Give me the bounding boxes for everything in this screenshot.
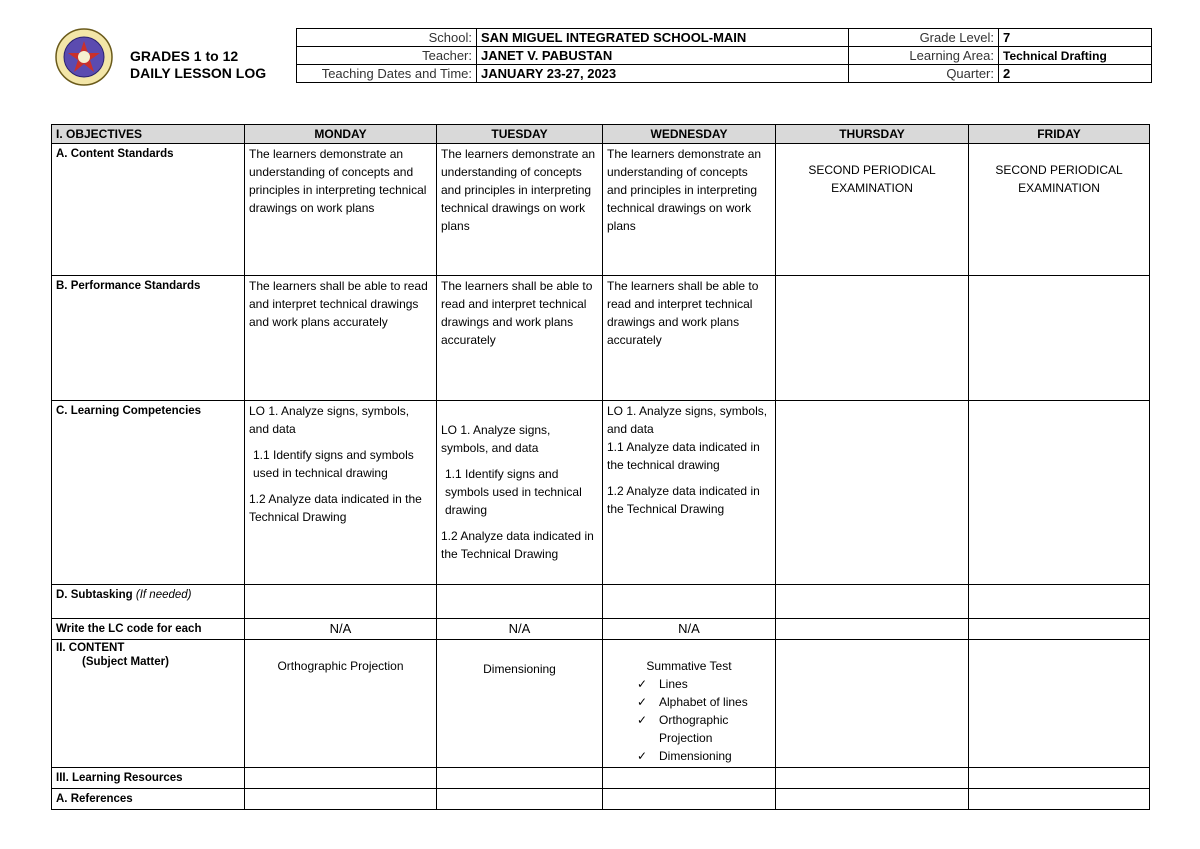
row-label-content-standards: A. Content Standards: [52, 144, 245, 276]
cell-fri-content: [969, 640, 1150, 768]
table-row: [52, 276, 1150, 401]
cell-tue-resources: [437, 768, 603, 789]
cell-mon-references: [245, 789, 437, 810]
tuesday-header: TUESDAY: [437, 125, 603, 144]
cell-wed-performance-standards: The learners shall be able to read and interpret technical drawings and work plans accurately: [603, 276, 776, 401]
table-row: [52, 768, 1150, 789]
lesson-log-table: [51, 124, 1150, 810]
dates-value: JANUARY 23-27, 2023: [477, 65, 849, 83]
list-item: ✓ Alphabet of lines: [637, 693, 771, 711]
row-label-lc-code: Write the LC code for each: [52, 619, 245, 640]
cell-mon-subtasking: [245, 585, 437, 619]
cell-thu-content: [776, 640, 969, 768]
teacher-label: Teacher:: [297, 47, 477, 65]
grade-level-value: 7: [999, 29, 1152, 47]
cell-wed-content: [603, 640, 776, 768]
form-title-line2: DAILY LESSON LOG: [130, 65, 267, 81]
row-label-subtasking: [52, 585, 245, 619]
cell-wed-resources: [603, 768, 776, 789]
table-row: [52, 789, 1150, 810]
monday-header: MONDAY: [245, 125, 437, 144]
table-row: [52, 144, 1150, 276]
cell-thu-exam: SECOND PERIODICAL EXAMINATION: [776, 144, 969, 276]
cell-fri-exam: SECOND PERIODICAL EXAMINATION: [969, 144, 1150, 276]
teacher-value: JANET V. PABUSTAN: [477, 47, 849, 65]
content-label: II. CONTENT: [56, 642, 125, 654]
table-row: [52, 401, 1150, 585]
row-label-references: A. References: [52, 789, 245, 810]
cell-mon-resources: [245, 768, 437, 789]
quarter-value: 2: [999, 65, 1152, 83]
dates-label: Teaching Dates and Time:: [297, 65, 477, 83]
cell-tue-content-standards: The learners demonstrate an understanding of concepts and principles in interpreting technical drawings on work plans: [437, 144, 603, 276]
row-label-content: [52, 640, 245, 768]
header-info-table: [296, 28, 1152, 83]
thursday-header: THURSDAY: [776, 125, 969, 144]
cell-thu-subtasking: [776, 585, 969, 619]
table-header-row: [52, 125, 1150, 144]
cell-thu-lc-code: [776, 619, 969, 640]
table-row: [52, 585, 1150, 619]
cell-thu-resources: [776, 768, 969, 789]
wednesday-header: WEDNESDAY: [603, 125, 776, 144]
cell-fri-competencies: [969, 401, 1150, 585]
wed-competency-2: 1.2 Analyze data indicated in the Technical Drawing: [607, 484, 760, 516]
list-item: ✓ Orthographic Projection: [637, 711, 771, 747]
tue-competency-2: 1.2 Analyze data indicated in the Technical Drawing: [441, 529, 594, 561]
friday-header: FRIDAY: [969, 125, 1150, 144]
row-label-performance-standards: B. Performance Standards: [52, 276, 245, 401]
cell-mon-competencies: [245, 401, 437, 585]
cell-wed-subtasking: [603, 585, 776, 619]
list-item: ✓ Lines: [637, 675, 771, 693]
cell-mon-content-standards: The learners demonstrate an understanding of concepts and principles in interpreting technical drawings on work plans: [245, 144, 437, 276]
cell-thu-performance-standards: [776, 276, 969, 401]
cell-tue-subtasking: [437, 585, 603, 619]
cell-mon-lc-code: N/A: [245, 619, 437, 640]
cell-fri-subtasking: [969, 585, 1150, 619]
objectives-header: I. OBJECTIVES: [52, 125, 245, 144]
row-label-learning-competencies: C. Learning Competencies: [52, 401, 245, 585]
mon-competency-2: 1.2 Analyze data indicated in the Technical Drawing: [249, 492, 422, 524]
tue-competency-1: 1.1 Identify signs and symbols used in technical drawing: [445, 467, 582, 517]
list-item: ✓ Dimensioning: [637, 747, 771, 765]
summative-topic-list: [607, 675, 771, 765]
table-row: [52, 619, 1150, 640]
wed-competency-1: 1.1 Analyze data indicated in the technical drawing: [607, 440, 760, 472]
cell-thu-references: [776, 789, 969, 810]
cell-wed-competencies: [603, 401, 776, 585]
form-title-line1: GRADES 1 to 12: [130, 48, 239, 64]
subtasking-note: (If needed): [135, 589, 192, 601]
cell-fri-performance-standards: [969, 276, 1150, 401]
subject-matter-label: (Subject Matter): [82, 656, 169, 668]
cell-tue-competencies: [437, 401, 603, 585]
wed-lo-text: LO 1. Analyze signs, symbols, and data: [607, 404, 768, 436]
cell-wed-lc-code: N/A: [603, 619, 776, 640]
row-label-learning-resources: III. Learning Resources: [52, 768, 245, 789]
cell-thu-competencies: [776, 401, 969, 585]
cell-tue-references: [437, 789, 603, 810]
school-label: School:: [297, 29, 477, 47]
cell-fri-references: [969, 789, 1150, 810]
quarter-label: Quarter:: [849, 65, 999, 83]
learning-area-label: Learning Area:: [849, 47, 999, 65]
mon-competency-1: 1.1 Identify signs and symbols used in technical drawing: [253, 448, 414, 480]
cell-mon-performance-standards: The learners shall be able to read and interpret technical drawings and work plans accurately: [245, 276, 437, 401]
cell-tue-content: Dimensioning: [437, 640, 603, 768]
deped-seal-logo: [50, 27, 118, 87]
mon-lo-text: LO 1. Analyze signs, symbols, and data: [249, 404, 410, 436]
cell-wed-content-standards: The learners demonstrate an understanding of concepts and principles in interpreting technical drawings on work plans: [603, 144, 776, 276]
cell-fri-resources: [969, 768, 1150, 789]
cell-fri-lc-code: [969, 619, 1150, 640]
cell-mon-content: Orthographic Projection: [245, 640, 437, 768]
grade-level-label: Grade Level:: [849, 29, 999, 47]
subtasking-label: D. Subtasking: [56, 589, 133, 601]
cell-tue-lc-code: N/A: [437, 619, 603, 640]
summative-test-title: Summative Test: [646, 659, 732, 673]
tue-lo-text: LO 1. Analyze signs, symbols, and data: [441, 423, 551, 455]
learning-area-value: Technical Drafting: [999, 47, 1152, 65]
school-value: SAN MIGUEL INTEGRATED SCHOOL-MAIN: [477, 29, 849, 47]
table-row: [52, 640, 1150, 768]
cell-tue-performance-standards: The learners shall be able to read and interpret technical drawings and work plans accurately: [437, 276, 603, 401]
cell-wed-references: [603, 789, 776, 810]
